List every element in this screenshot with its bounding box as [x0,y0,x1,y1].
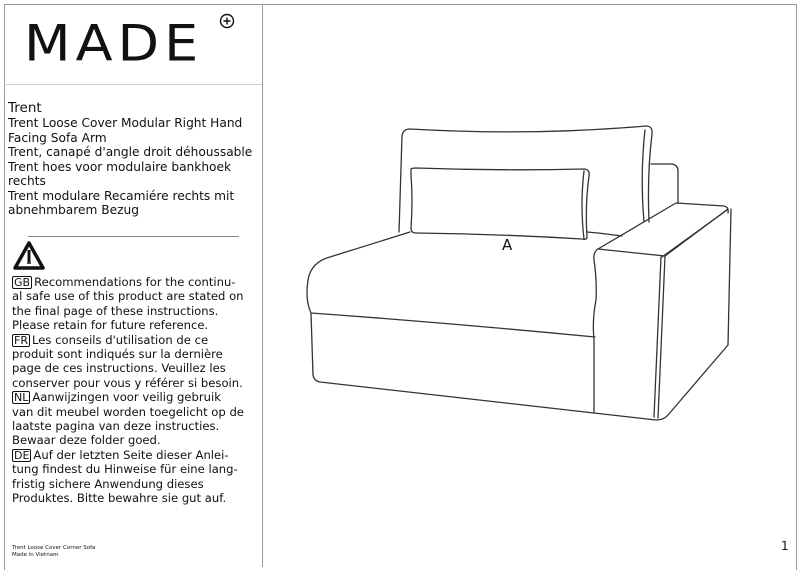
product-title-line: Facing Sofa Arm [8,130,107,145]
brand-logo: MADE [24,14,204,73]
footer-line: Trent Loose Cover Corner Sofa [12,545,96,551]
product-title-line: Trent Loose Cover Modular Right Hand [8,116,243,130]
safety-notes [12,275,262,506]
product-title-line: Trent, canapé d'angle droit déhoussable [8,145,253,159]
language-tag-de: DE [14,448,30,462]
note-line: Aanwijzingen voor veilig gebruik [32,390,221,405]
note-line: Please retain for future reference. [12,318,209,333]
product-name: Trent [8,100,42,116]
note-line: conserver pour vous y référer si besoin. [12,375,243,390]
note-line: the final page of these instructions. [12,303,219,318]
plus-circle-icon [219,13,235,29]
language-tag-gb: GB [14,276,31,289]
note-line: produit sont indiqués sur la dernière [12,347,223,362]
product-titles [8,100,260,218]
section-divider [28,236,239,237]
page-number: 1 [781,539,789,553]
note-line: Recommendations for the continu- [34,275,236,289]
product-title-line: Trent hoes voor modulaire bankhoek [8,159,232,174]
note-line: Auf der letzten Seite dieser Anlei- [33,447,229,462]
product-title-line: Trent modulare Recamiére rechts mit [8,188,235,203]
sofa-illustration [262,0,802,567]
footer-line: Made in Vietnam [12,551,59,558]
note-line: Bewaar deze folder goed. [12,433,161,448]
part-label-a: A [502,236,513,254]
note-line: tung findest du Hinweise für eine lang- [12,462,238,477]
note-line: Produktes. Bitte bewahre sie gut auf. [12,491,227,506]
language-tag-fr: FR [14,333,28,347]
logo-divider [4,84,262,85]
note-line: fristig sichere Anwendung dieses [12,476,204,491]
product-title-line: abnehmbarem Bezug [8,203,139,217]
language-tag-nl: NL [14,391,29,405]
product-title-line: rechts [8,174,46,188]
note-line: al safe use of this product are stated on [12,289,244,304]
warning-triangle-icon [13,241,45,270]
note-line: Les conseils d'utilisation de ce [31,332,209,347]
note-line: van dit meubel worden toegelicht op de [12,404,244,419]
note-line: laatste pagina van deze instructies. [12,419,220,434]
note-line: page de ces instructions. Veuillez les [12,361,226,376]
footer-text [12,545,95,558]
